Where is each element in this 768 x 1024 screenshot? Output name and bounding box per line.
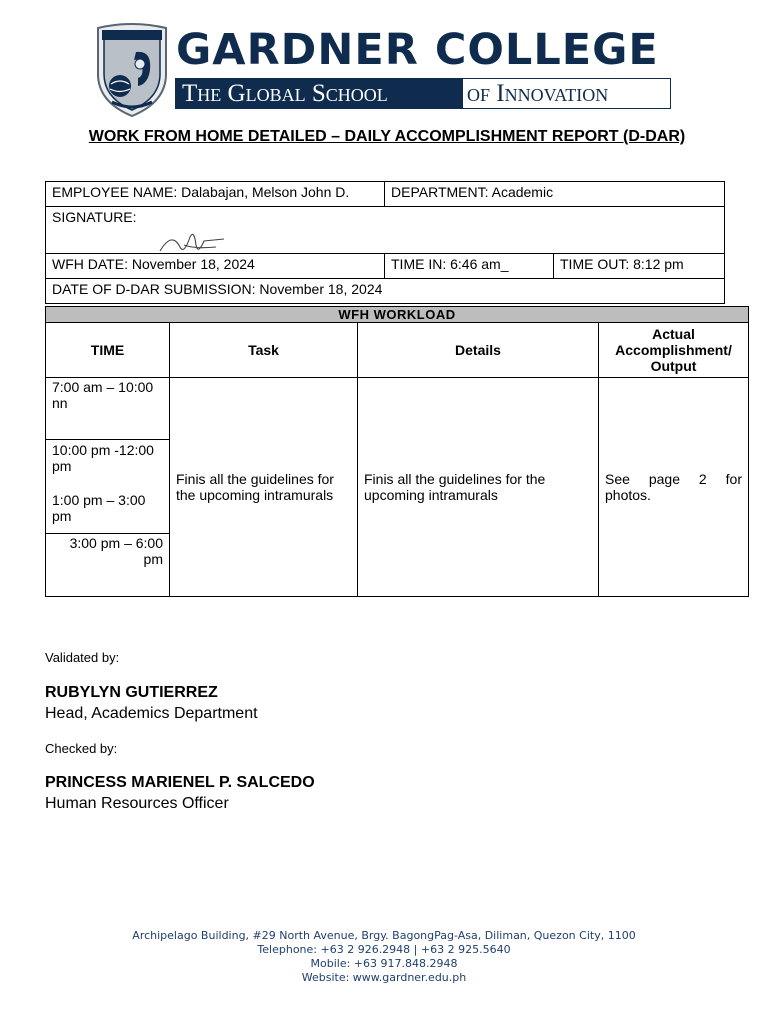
wfh-date: WFH DATE: November 18, 2024 — [46, 254, 385, 279]
footer-telephone: Telephone: +63 2 926.2948 | +63 2 925.5640 — [257, 943, 511, 956]
validator-title: Head, Academics Department — [45, 705, 258, 722]
header-task: Task — [170, 323, 358, 378]
validated-by-label: Validated by: — [45, 650, 120, 665]
header-details: Details — [358, 323, 599, 378]
tagline-light: of Innovation — [463, 79, 670, 108]
college-logo — [94, 22, 170, 118]
time-in: TIME IN: 6:46 am_ — [385, 254, 554, 279]
checked-by-label: Checked by: — [45, 741, 118, 756]
employee-name: EMPLOYEE NAME: Dalabajan, Melson John D. — [46, 182, 385, 207]
tagline-dark: The Global School — [176, 79, 463, 108]
college-tagline — [175, 78, 671, 109]
workload-section-title: WFH WORKLOAD — [46, 307, 749, 323]
time-slot: 3:00 pm – 6:00 pm — [69, 535, 163, 567]
header-time: TIME — [46, 323, 170, 378]
footer-website: Website: www.gardner.edu.ph — [301, 971, 467, 984]
header-output: Actual Accomplishment/ Output — [599, 323, 749, 378]
shield-crest-icon — [94, 22, 170, 118]
output-cell: See page 2 for photos. — [599, 378, 749, 597]
footer — [0, 929, 768, 985]
footer-address: Archipelago Building, #29 North Avenue, Brgy. BagongPag-Asa, Diliman, Quezon City, 1100 — [132, 929, 636, 942]
time-out: TIME OUT: 8:12 pm — [554, 254, 725, 279]
checker-title: Human Resources Officer — [45, 795, 229, 812]
employee-info-table — [45, 181, 725, 304]
time-slot: 1:00 pm – 3:00 pm — [46, 488, 169, 534]
document-title: WORK FROM HOME DETAILED – DAILY ACCOMPLISHMENT REPORT (D-DAR) — [88, 128, 686, 145]
time-slot: 10:00 pm -12:00 pm — [52, 442, 154, 474]
signature-label: SIGNATURE: — [52, 209, 137, 225]
signature-cell — [46, 207, 725, 254]
details-cell: Finis all the guidelines for the upcoming intramurals — [358, 378, 599, 597]
time-slots-cell — [46, 378, 170, 597]
time-slot: 7:00 am – 10:00 nn — [46, 378, 169, 440]
task-cell: Finis all the guidelines for the upcoming intramurals — [170, 378, 358, 597]
footer-mobile: Mobile: +63 917.848.2948 — [310, 957, 458, 970]
workload-table — [45, 306, 749, 597]
submission-date: DATE OF D-DAR SUBMISSION: November 18, 2024 — [46, 279, 725, 304]
checker-name: PRINCESS MARIENEL P. SALCEDO — [45, 774, 315, 791]
college-name: GARDNER COLLEGE — [176, 25, 659, 75]
validator-name: RUBYLYN GUTIERREZ — [45, 684, 218, 701]
handwritten-signature-icon — [154, 227, 234, 259]
department: DEPARTMENT: Academic — [385, 182, 725, 207]
